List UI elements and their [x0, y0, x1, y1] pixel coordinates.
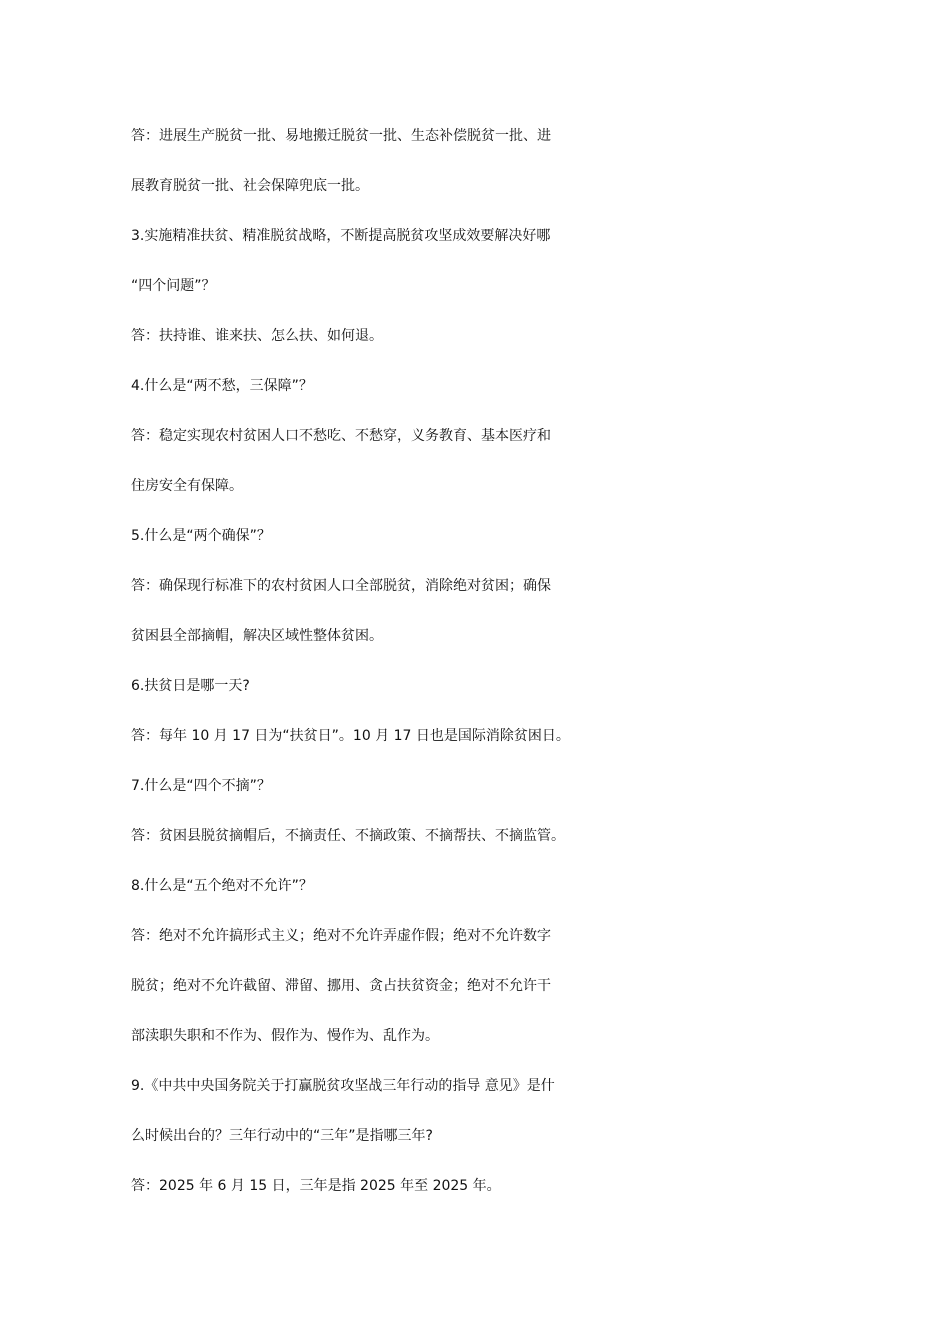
question-6: 6.扶贫日是哪一天?: [131, 678, 250, 694]
answer-3: 答：扶持谁、谁来扶、怎么扶、如何退。: [131, 328, 383, 344]
question-7: 7.什么是“四个不摘”？: [131, 778, 271, 794]
question-3-line-1: 3.实施精准扶贫、精准脱贫战略，不断提高脱贫攻坚成效要解决好哪: [131, 228, 551, 244]
question-9-line-2: 么时候出台的？三年行动中的“三年”是指哪三年?: [131, 1128, 433, 1144]
answer-8-line-2: 脱贫；绝对不允许截留、滞留、挪用、贪占扶贫资金；绝对不允许干: [131, 978, 551, 994]
answer-5-line-2: 贫困县全部摘帽，解决区域性整体贫困。: [131, 628, 383, 644]
question-5: 5.什么是“两个确保”？: [131, 528, 271, 544]
question-4: 4.什么是“两不愁，三保障”？: [131, 378, 313, 394]
question-9-line-1: 9.《中共中央国务院关于打赢脱贫攻坚战三年行动的指导 意见》是什: [131, 1078, 555, 1094]
answer-7: 答：贫困县脱贫摘帽后，不摘责任、不摘政策、不摘帮扶、不摘监管。: [131, 828, 565, 844]
answer-8-line-1: 答：绝对不允许搞形式主义；绝对不允许弄虚作假；绝对不允许数字: [131, 928, 551, 944]
answer-2-line-2: 展教育脱贫一批、社会保障兜底一批。: [131, 178, 369, 194]
answer-8-line-3: 部渎职失职和不作为、假作为、慢作为、乱作为。: [131, 1028, 439, 1044]
document-body: [131, 111, 821, 1211]
question-3-line-2: “四个问题”？: [131, 278, 216, 294]
answer-6: 答：每年 10 月 17 日为“扶贫日”。10 月 17 日也是国际消除贫困日。: [131, 728, 570, 744]
answer-4-line-1: 答：稳定实现农村贫困人口不愁吃、不愁穿，义务教育、基本医疗和: [131, 428, 551, 444]
answer-4-line-2: 住房安全有保障。: [131, 478, 243, 494]
answer-2-line-1: 答：进展生产脱贫一批、易地搬迁脱贫一批、生态补偿脱贫一批、进: [131, 128, 551, 144]
question-8: 8.什么是“五个绝对不允许”？: [131, 878, 313, 894]
answer-5-line-1: 答：确保现行标准下的农村贫困人口全部脱贫，消除绝对贫困；确保: [131, 578, 551, 594]
answer-9: 答：2025 年 6 月 15 日，三年是指 2025 年至 2025 年。: [131, 1178, 501, 1194]
